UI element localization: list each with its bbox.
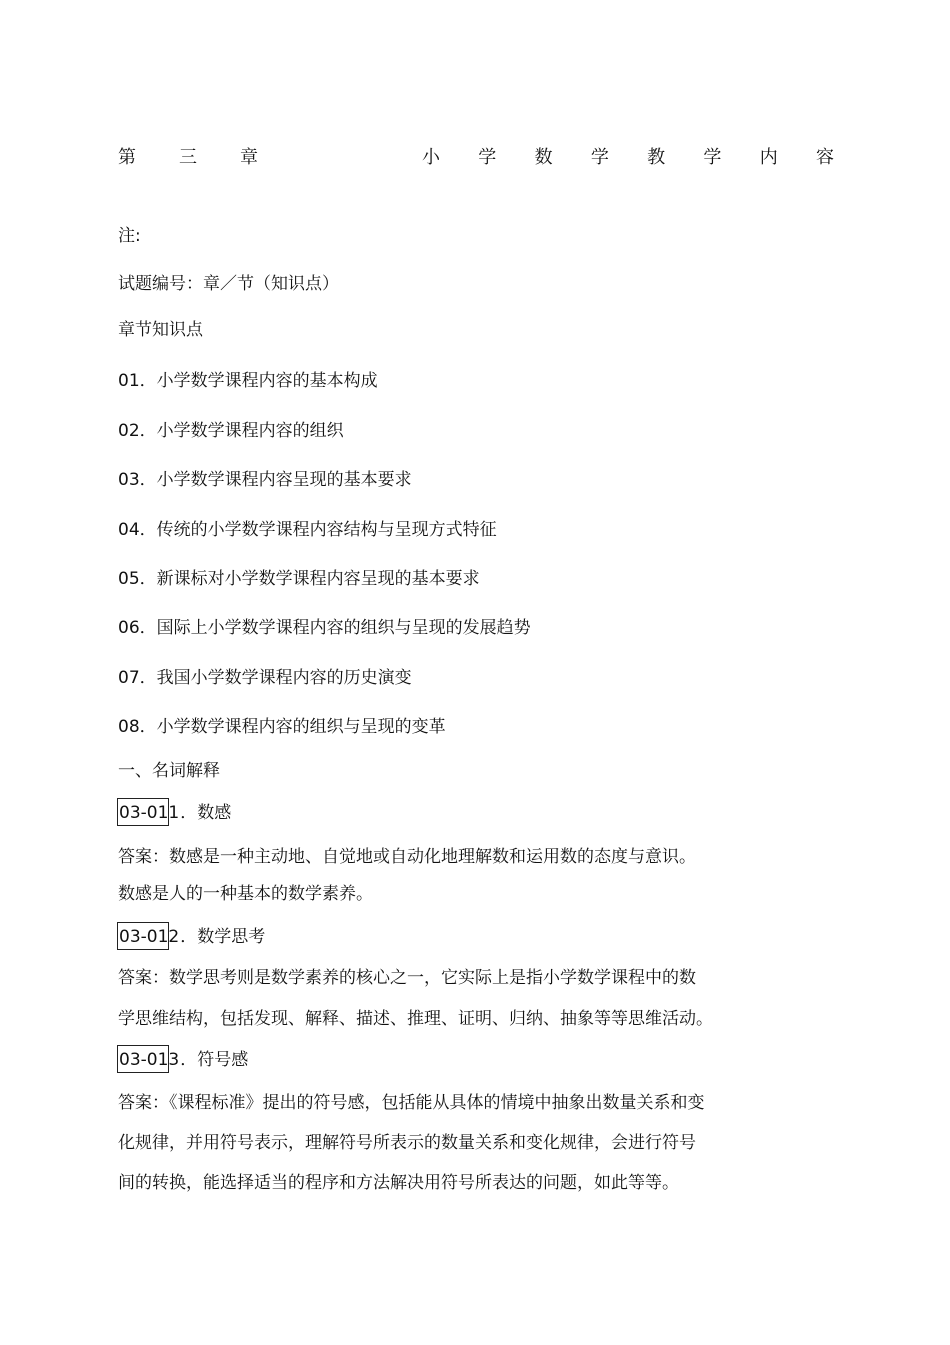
answer-line: 化规律，并用符号表示，理解符号所表示的数量关系和变化规律，会进行符号 — [118, 1133, 696, 1153]
chapter-char: 三 — [179, 147, 197, 168]
subject-char: 内 — [759, 147, 778, 168]
numbering-note: 试题编号：章／节（知识点） — [118, 274, 339, 294]
answer-line: 学思维结构，包括发现、解释、描述、推理、证明、归纳、抽象等等思维活动。 — [118, 1009, 713, 1029]
subject-char: 教 — [647, 147, 666, 168]
answer-line: 数感是人的一种基本的数学素养。 — [118, 884, 373, 904]
answer-line: 答案：数感是一种主动地、自觉地或自动化地理解数和运用数的态度与意识。 — [118, 847, 696, 867]
knowledge-point: 08．小学数学课程内容的组织与呈现的变革 — [118, 717, 446, 737]
knowledge-point: 02．小学数学课程内容的组织 — [118, 421, 344, 441]
subject-char: 学 — [590, 147, 609, 168]
chapter-char: 章 — [240, 147, 258, 168]
answer-line: 答案：《课程标准》提出的符号感，包括能从具体的情境中抽象出数量关系和变 — [118, 1093, 705, 1113]
question-id-box — [117, 798, 169, 826]
question-heading — [118, 801, 231, 825]
question-term: ．符号感 — [180, 1050, 249, 1070]
knowledge-heading: 章节知识点 — [118, 320, 203, 340]
note-label: 注: — [118, 226, 141, 246]
question-heading — [118, 925, 265, 949]
chapter-title — [118, 146, 258, 170]
chapter-char: 第 — [118, 147, 136, 168]
knowledge-point: 05．新课标对小学数学课程内容呈现的基本要求 — [118, 569, 480, 589]
answer-line: 答案：数学思考则是数学素养的核心之一，它实际上是指小学数学课程中的数 — [118, 968, 696, 988]
chapter-subject-title — [422, 146, 834, 170]
knowledge-point: 06．国际上小学数学课程内容的组织与呈现的发展趋势 — [118, 618, 531, 638]
question-id-box — [117, 1045, 169, 1073]
section-heading: 一、名词解释 — [118, 761, 220, 781]
question-id-box — [117, 922, 169, 950]
knowledge-point: 03．小学数学课程内容呈现的基本要求 — [118, 470, 412, 490]
subject-char: 容 — [815, 147, 834, 168]
subject-char: 小 — [422, 147, 440, 168]
subject-char: 学 — [703, 147, 722, 168]
subject-char: 数 — [534, 147, 553, 168]
question-term: ．数学思考 — [180, 927, 266, 947]
question-id: 03-012 — [118, 925, 180, 949]
question-id: 03-011 — [118, 801, 180, 825]
answer-line: 间的转换，能选择适当的程序和方法解决用符号所表达的问题，如此等等。 — [118, 1173, 679, 1193]
question-heading — [118, 1048, 248, 1072]
knowledge-point: 01．小学数学课程内容的基本构成 — [118, 371, 378, 391]
subject-char: 学 — [478, 147, 497, 168]
knowledge-point: 07．我国小学数学课程内容的历史演变 — [118, 668, 412, 688]
knowledge-point: 04．传统的小学数学课程内容结构与呈现方式特征 — [118, 520, 497, 540]
question-id: 03-013 — [118, 1048, 180, 1072]
question-term: ．数感 — [180, 803, 232, 823]
